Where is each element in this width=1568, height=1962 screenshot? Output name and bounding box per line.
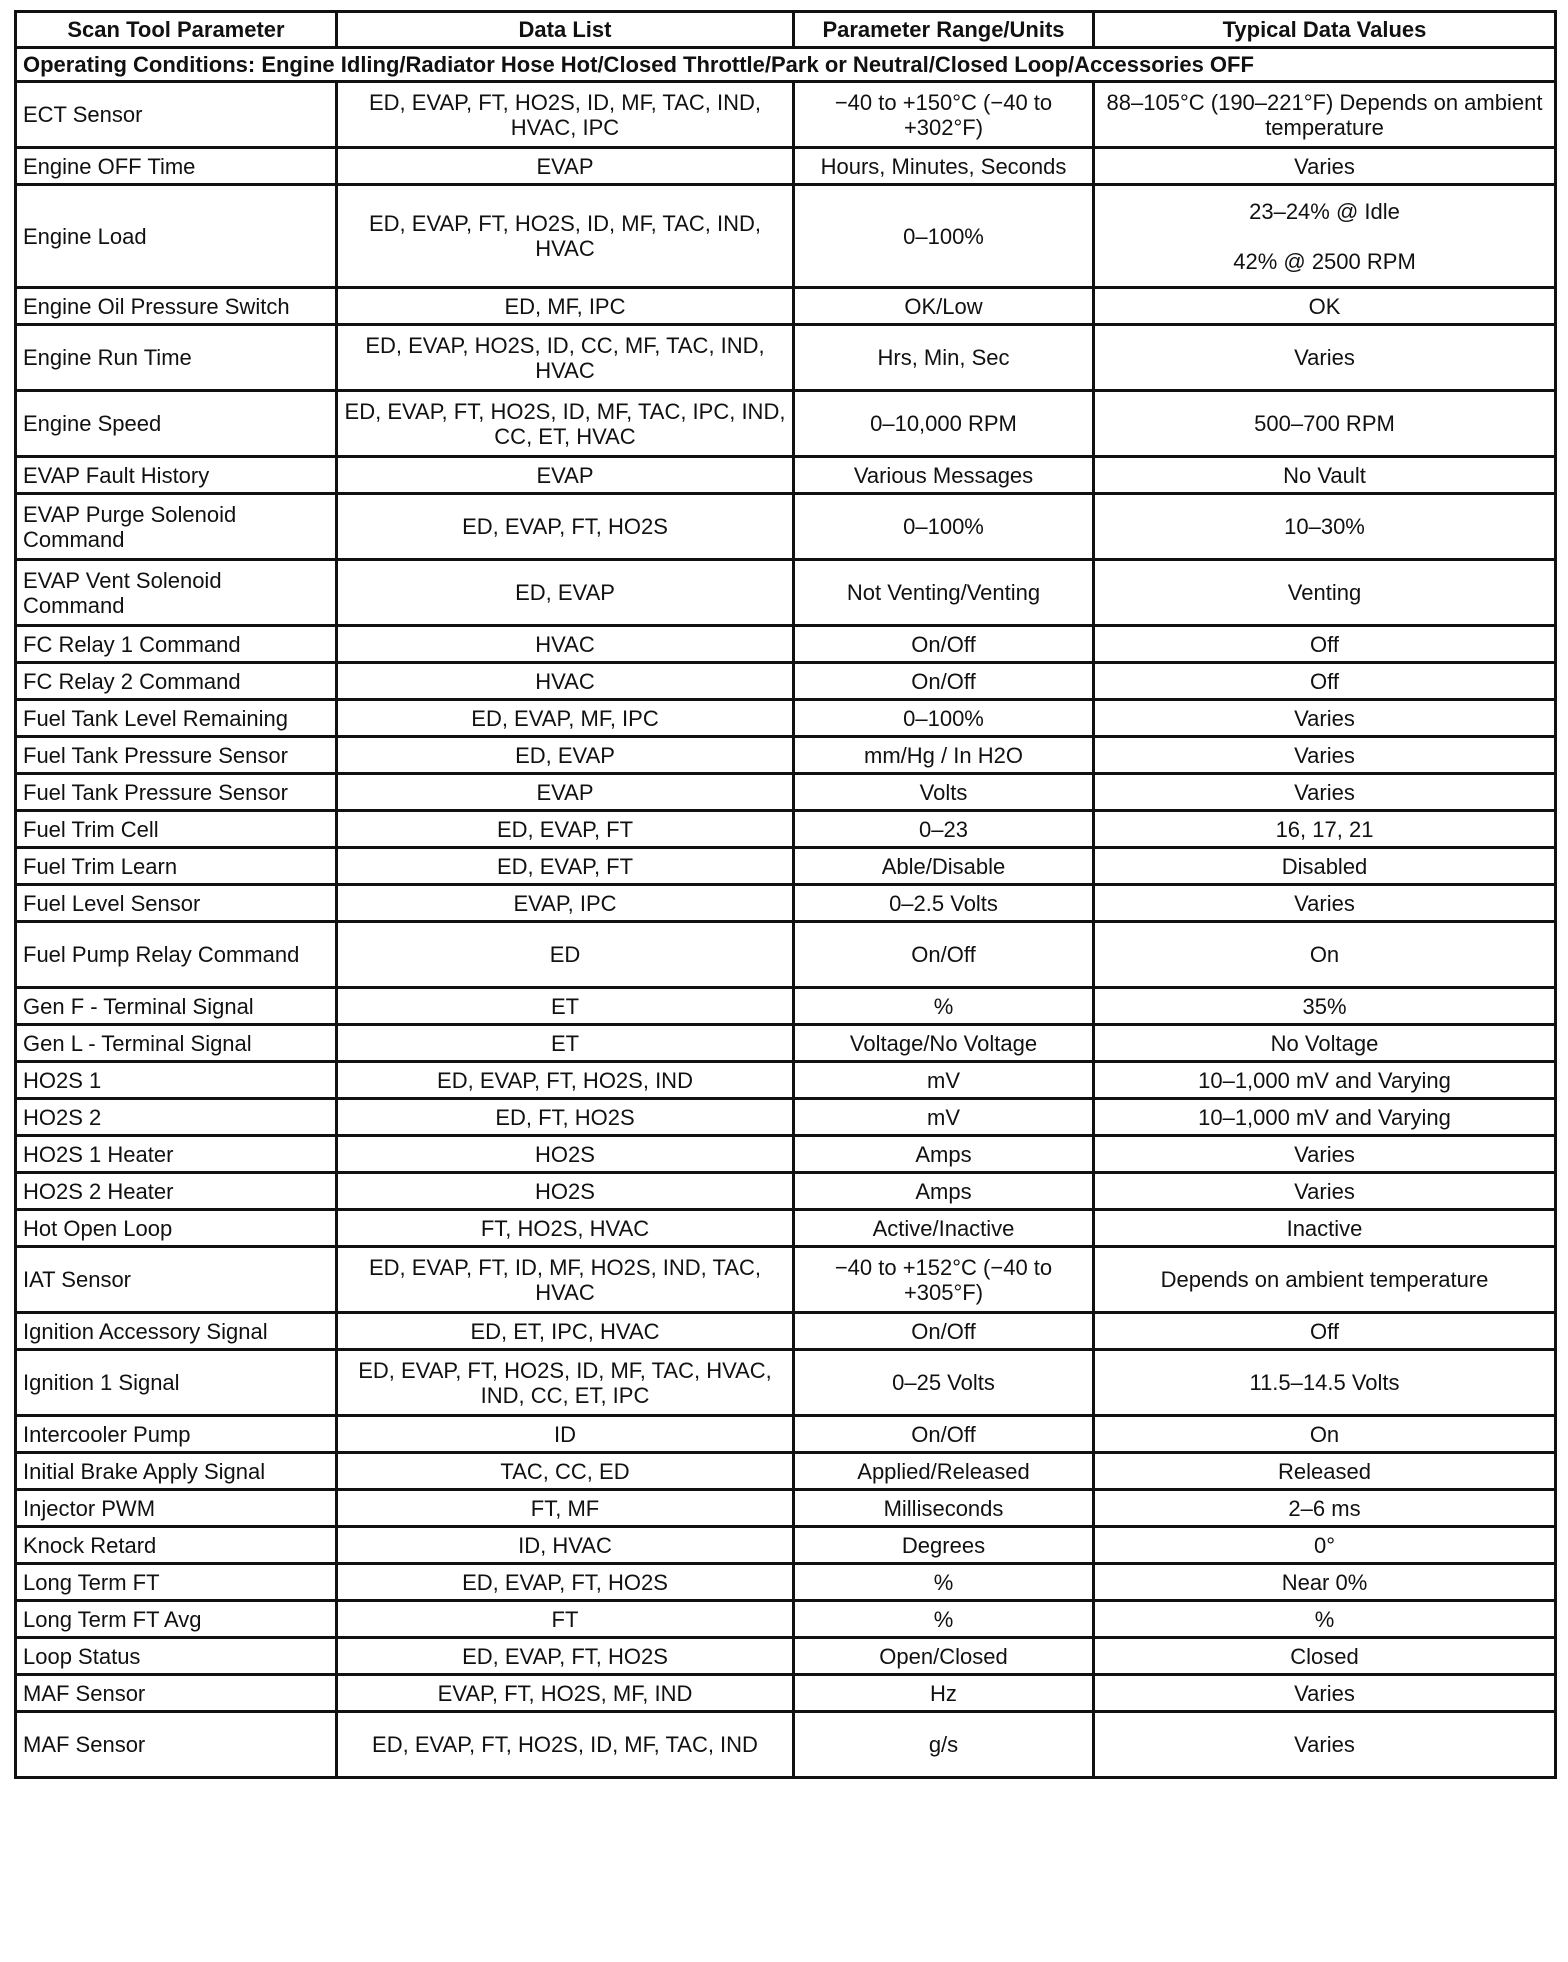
parameter-cell: Intercooler Pump bbox=[16, 1416, 337, 1453]
range-units-cell: On/Off bbox=[794, 1313, 1094, 1350]
range-units-cell: −40 to +150°C (−40 to +302°F) bbox=[794, 82, 1094, 148]
parameter-cell: ECT Sensor bbox=[16, 82, 337, 148]
typical-value-cell: 10–30% bbox=[1094, 494, 1556, 560]
table-row bbox=[16, 1416, 1556, 1453]
typical-value-cell: Venting bbox=[1094, 560, 1556, 626]
data-list-cell: FT, MF bbox=[337, 1490, 794, 1527]
data-list-cell: EVAP, IPC bbox=[337, 885, 794, 922]
typical-value-cell: Varies bbox=[1094, 885, 1556, 922]
range-units-cell: Open/Closed bbox=[794, 1638, 1094, 1675]
range-units-cell: 0–100% bbox=[794, 185, 1094, 288]
typical-value-cell: Varies bbox=[1094, 1136, 1556, 1173]
table-row bbox=[16, 1062, 1556, 1099]
typical-value-cell: Inactive bbox=[1094, 1210, 1556, 1247]
typical-value-cell: Varies bbox=[1094, 1173, 1556, 1210]
typical-value-cell: 88–105°C (190–221°F) Depends on ambient temperature bbox=[1094, 82, 1556, 148]
range-units-cell: Degrees bbox=[794, 1527, 1094, 1564]
typical-value-cell: Varies bbox=[1094, 148, 1556, 185]
table-row bbox=[16, 1247, 1556, 1313]
typical-value-cell: Varies bbox=[1094, 737, 1556, 774]
range-units-cell: Amps bbox=[794, 1173, 1094, 1210]
data-list-cell: TAC, CC, ED bbox=[337, 1453, 794, 1490]
data-list-cell: ED, EVAP bbox=[337, 560, 794, 626]
data-list-cell: ED, EVAP, FT, HO2S bbox=[337, 494, 794, 560]
range-units-cell: mV bbox=[794, 1062, 1094, 1099]
typical-value-cell: 0° bbox=[1094, 1527, 1556, 1564]
data-list-cell: FT bbox=[337, 1601, 794, 1638]
table-row bbox=[16, 288, 1556, 325]
parameter-cell: Fuel Level Sensor bbox=[16, 885, 337, 922]
table-row bbox=[16, 1136, 1556, 1173]
table-row bbox=[16, 391, 1556, 457]
range-units-cell: Applied/Released bbox=[794, 1453, 1094, 1490]
parameter-cell: Gen F - Terminal Signal bbox=[16, 988, 337, 1025]
range-units-cell: 0–100% bbox=[794, 700, 1094, 737]
range-units-cell: Various Messages bbox=[794, 457, 1094, 494]
parameter-cell: HO2S 2 Heater bbox=[16, 1173, 337, 1210]
parameter-cell: Fuel Tank Pressure Sensor bbox=[16, 737, 337, 774]
table-row bbox=[16, 774, 1556, 811]
data-list-cell: ED, FT, HO2S bbox=[337, 1099, 794, 1136]
parameter-cell: HO2S 1 Heater bbox=[16, 1136, 337, 1173]
data-list-cell: ED, EVAP, FT bbox=[337, 848, 794, 885]
table-row bbox=[16, 325, 1556, 391]
typical-value-cell: Varies bbox=[1094, 1712, 1556, 1778]
table-row bbox=[16, 494, 1556, 560]
table-row bbox=[16, 848, 1556, 885]
table-row bbox=[16, 457, 1556, 494]
typical-value-cell: Depends on ambient temperature bbox=[1094, 1247, 1556, 1313]
data-list-cell: ED, EVAP, HO2S, ID, CC, MF, TAC, IND, HVAC bbox=[337, 325, 794, 391]
range-units-cell: −40 to +152°C (−40 to +305°F) bbox=[794, 1247, 1094, 1313]
range-units-cell: Not Venting/Venting bbox=[794, 560, 1094, 626]
typical-value-cell: 500–700 RPM bbox=[1094, 391, 1556, 457]
typical-value-cell: 10–1,000 mV and Varying bbox=[1094, 1099, 1556, 1136]
data-list-cell: ED, EVAP, FT, ID, MF, HO2S, IND, TAC, HVAC bbox=[337, 1247, 794, 1313]
parameter-cell: Fuel Trim Cell bbox=[16, 811, 337, 848]
table-row bbox=[16, 700, 1556, 737]
typical-value-cell: Varies bbox=[1094, 325, 1556, 391]
data-list-cell: EVAP bbox=[337, 774, 794, 811]
typical-value-cell: 2–6 ms bbox=[1094, 1490, 1556, 1527]
typical-value-cell: On bbox=[1094, 922, 1556, 988]
table-row bbox=[16, 1025, 1556, 1062]
parameter-cell: Fuel Trim Learn bbox=[16, 848, 337, 885]
table-row bbox=[16, 1173, 1556, 1210]
table-row bbox=[16, 988, 1556, 1025]
typical-value-cell: Released bbox=[1094, 1453, 1556, 1490]
parameter-cell: Engine Run Time bbox=[16, 325, 337, 391]
typical-value-cell: 11.5–14.5 Volts bbox=[1094, 1350, 1556, 1416]
typical-value-cell: Off bbox=[1094, 626, 1556, 663]
data-list-cell: ED, EVAP, FT, HO2S, ID, MF, TAC, IND, HVAC, IPC bbox=[337, 82, 794, 148]
table-row bbox=[16, 82, 1556, 148]
table-row bbox=[16, 1564, 1556, 1601]
table-row bbox=[16, 922, 1556, 988]
data-list-cell: ED, EVAP, FT, HO2S bbox=[337, 1638, 794, 1675]
header-parameter-range-units: Parameter Range/Units bbox=[794, 12, 1094, 48]
parameter-cell: Fuel Tank Pressure Sensor bbox=[16, 774, 337, 811]
table-row bbox=[16, 1675, 1556, 1712]
data-list-cell: ED, EVAP, FT bbox=[337, 811, 794, 848]
range-units-cell: 0–2.5 Volts bbox=[794, 885, 1094, 922]
table-row bbox=[16, 148, 1556, 185]
typical-value-cell: OK bbox=[1094, 288, 1556, 325]
data-list-cell: EVAP bbox=[337, 148, 794, 185]
table-row bbox=[16, 1638, 1556, 1675]
scan-tool-data-table bbox=[14, 10, 1557, 1779]
data-list-cell: FT, HO2S, HVAC bbox=[337, 1210, 794, 1247]
table-row bbox=[16, 626, 1556, 663]
parameter-cell: FC Relay 1 Command bbox=[16, 626, 337, 663]
parameter-cell: Initial Brake Apply Signal bbox=[16, 1453, 337, 1490]
range-units-cell: Active/Inactive bbox=[794, 1210, 1094, 1247]
typical-value-cell: Varies bbox=[1094, 774, 1556, 811]
header-typical-data-values: Typical Data Values bbox=[1094, 12, 1556, 48]
operating-conditions: Operating Conditions: Engine Idling/Radiator Hose Hot/Closed Throttle/Park or Neutral/Closed Loop/Accessories OFF bbox=[16, 48, 1556, 82]
line-gap bbox=[1101, 224, 1548, 249]
range-units-cell: % bbox=[794, 988, 1094, 1025]
scan-tool-data-table-container bbox=[14, 10, 1554, 1779]
typical-value-cell: Off bbox=[1094, 1313, 1556, 1350]
header-data-list: Data List bbox=[337, 12, 794, 48]
range-units-cell: Amps bbox=[794, 1136, 1094, 1173]
typical-value-line: 23–24% @ Idle bbox=[1249, 198, 1400, 224]
table-row bbox=[16, 1350, 1556, 1416]
table-row bbox=[16, 185, 1556, 288]
typical-value-cell: No Voltage bbox=[1094, 1025, 1556, 1062]
table-row bbox=[16, 1099, 1556, 1136]
parameter-cell: Hot Open Loop bbox=[16, 1210, 337, 1247]
typical-value-cell: 16, 17, 21 bbox=[1094, 811, 1556, 848]
data-list-cell: ED, EVAP, FT, HO2S, IND bbox=[337, 1062, 794, 1099]
range-units-cell: Hz bbox=[794, 1675, 1094, 1712]
data-list-cell: ED bbox=[337, 922, 794, 988]
parameter-cell: MAF Sensor bbox=[16, 1712, 337, 1778]
parameter-cell: Fuel Pump Relay Command bbox=[16, 922, 337, 988]
parameter-cell: Ignition Accessory Signal bbox=[16, 1313, 337, 1350]
typical-value-cell: Disabled bbox=[1094, 848, 1556, 885]
range-units-cell: % bbox=[794, 1564, 1094, 1601]
range-units-cell: OK/Low bbox=[794, 288, 1094, 325]
table-row bbox=[16, 1313, 1556, 1350]
data-list-cell: ED, EVAP, FT, HO2S, ID, MF, TAC, IPC, IND, CC, ET, HVAC bbox=[337, 391, 794, 457]
data-list-cell: HVAC bbox=[337, 626, 794, 663]
operating-conditions-row bbox=[16, 48, 1556, 82]
data-list-cell: ED, EVAP, FT, HO2S, ID, MF, TAC, IND, HVAC bbox=[337, 185, 794, 288]
data-list-cell: HO2S bbox=[337, 1136, 794, 1173]
data-list-cell: HVAC bbox=[337, 663, 794, 700]
range-units-cell: Milliseconds bbox=[794, 1490, 1094, 1527]
parameter-cell: Knock Retard bbox=[16, 1527, 337, 1564]
range-units-cell: Hours, Minutes, Seconds bbox=[794, 148, 1094, 185]
parameter-cell: FC Relay 2 Command bbox=[16, 663, 337, 700]
typical-value-cell: 35% bbox=[1094, 988, 1556, 1025]
range-units-cell: g/s bbox=[794, 1712, 1094, 1778]
parameter-cell: Long Term FT Avg bbox=[16, 1601, 337, 1638]
parameter-cell: Engine Speed bbox=[16, 391, 337, 457]
range-units-cell: Voltage/No Voltage bbox=[794, 1025, 1094, 1062]
typical-value-cell: Varies bbox=[1094, 700, 1556, 737]
range-units-cell: Able/Disable bbox=[794, 848, 1094, 885]
data-list-cell: ED, EVAP, FT, HO2S, ID, MF, TAC, IND bbox=[337, 1712, 794, 1778]
range-units-cell: On/Off bbox=[794, 1416, 1094, 1453]
data-list-cell: ED, EVAP, MF, IPC bbox=[337, 700, 794, 737]
typical-value-line: 42% @ 2500 RPM bbox=[1233, 248, 1416, 274]
typical-value-cell: Closed bbox=[1094, 1638, 1556, 1675]
typical-value-cell: Off bbox=[1094, 663, 1556, 700]
parameter-cell: IAT Sensor bbox=[16, 1247, 337, 1313]
range-units-cell: % bbox=[794, 1601, 1094, 1638]
range-units-cell: mV bbox=[794, 1099, 1094, 1136]
data-list-cell: ED, MF, IPC bbox=[337, 288, 794, 325]
parameter-cell: EVAP Fault History bbox=[16, 457, 337, 494]
typical-value-cell: Near 0% bbox=[1094, 1564, 1556, 1601]
table-row bbox=[16, 560, 1556, 626]
range-units-cell: 0–10,000 RPM bbox=[794, 391, 1094, 457]
data-list-cell: HO2S bbox=[337, 1173, 794, 1210]
typical-value-cell: On bbox=[1094, 1416, 1556, 1453]
table-row bbox=[16, 737, 1556, 774]
range-units-cell: On/Off bbox=[794, 922, 1094, 988]
parameter-cell: Gen L - Terminal Signal bbox=[16, 1025, 337, 1062]
typical-value-cell: 10–1,000 mV and Varying bbox=[1094, 1062, 1556, 1099]
parameter-cell: Injector PWM bbox=[16, 1490, 337, 1527]
data-list-cell: ED, EVAP, FT, HO2S bbox=[337, 1564, 794, 1601]
range-units-cell: Volts bbox=[794, 774, 1094, 811]
table-row bbox=[16, 1490, 1556, 1527]
range-units-cell: 0–25 Volts bbox=[794, 1350, 1094, 1416]
table-row bbox=[16, 1210, 1556, 1247]
parameter-cell: EVAP Purge Solenoid Command bbox=[16, 494, 337, 560]
parameter-cell: HO2S 1 bbox=[16, 1062, 337, 1099]
parameter-cell: Engine Load bbox=[16, 185, 337, 288]
range-units-cell: mm/Hg / In H2O bbox=[794, 737, 1094, 774]
parameter-cell: EVAP Vent Solenoid Command bbox=[16, 560, 337, 626]
header-row bbox=[16, 12, 1556, 48]
parameter-cell: Engine Oil Pressure Switch bbox=[16, 288, 337, 325]
data-list-cell: EVAP bbox=[337, 457, 794, 494]
range-units-cell: On/Off bbox=[794, 663, 1094, 700]
data-list-cell: ED, EVAP bbox=[337, 737, 794, 774]
data-list-cell: EVAP, FT, HO2S, MF, IND bbox=[337, 1675, 794, 1712]
parameter-cell: HO2S 2 bbox=[16, 1099, 337, 1136]
parameter-cell: Engine OFF Time bbox=[16, 148, 337, 185]
table-row bbox=[16, 1453, 1556, 1490]
data-list-cell: ET bbox=[337, 1025, 794, 1062]
range-units-cell: Hrs, Min, Sec bbox=[794, 325, 1094, 391]
range-units-cell: On/Off bbox=[794, 626, 1094, 663]
data-list-cell: ED, EVAP, FT, HO2S, ID, MF, TAC, HVAC, IND, CC, ET, IPC bbox=[337, 1350, 794, 1416]
range-units-cell: 0–100% bbox=[794, 494, 1094, 560]
table-row bbox=[16, 885, 1556, 922]
typical-value-cell: Varies bbox=[1094, 1675, 1556, 1712]
data-list-cell: ED, ET, IPC, HVAC bbox=[337, 1313, 794, 1350]
range-units-cell: 0–23 bbox=[794, 811, 1094, 848]
data-list-cell: ID bbox=[337, 1416, 794, 1453]
parameter-cell: Loop Status bbox=[16, 1638, 337, 1675]
parameter-cell: MAF Sensor bbox=[16, 1675, 337, 1712]
table-row bbox=[16, 663, 1556, 700]
data-list-cell: ID, HVAC bbox=[337, 1527, 794, 1564]
table-row bbox=[16, 1601, 1556, 1638]
table-row bbox=[16, 1712, 1556, 1778]
table-row bbox=[16, 811, 1556, 848]
table-row bbox=[16, 1527, 1556, 1564]
parameter-cell: Long Term FT bbox=[16, 1564, 337, 1601]
typical-value-cell: No Vault bbox=[1094, 457, 1556, 494]
typical-value-cell bbox=[1094, 185, 1556, 288]
parameter-cell: Fuel Tank Level Remaining bbox=[16, 700, 337, 737]
typical-value-cell: % bbox=[1094, 1601, 1556, 1638]
parameter-cell: Ignition 1 Signal bbox=[16, 1350, 337, 1416]
data-list-cell: ET bbox=[337, 988, 794, 1025]
header-scan-tool-parameter: Scan Tool Parameter bbox=[16, 12, 337, 48]
